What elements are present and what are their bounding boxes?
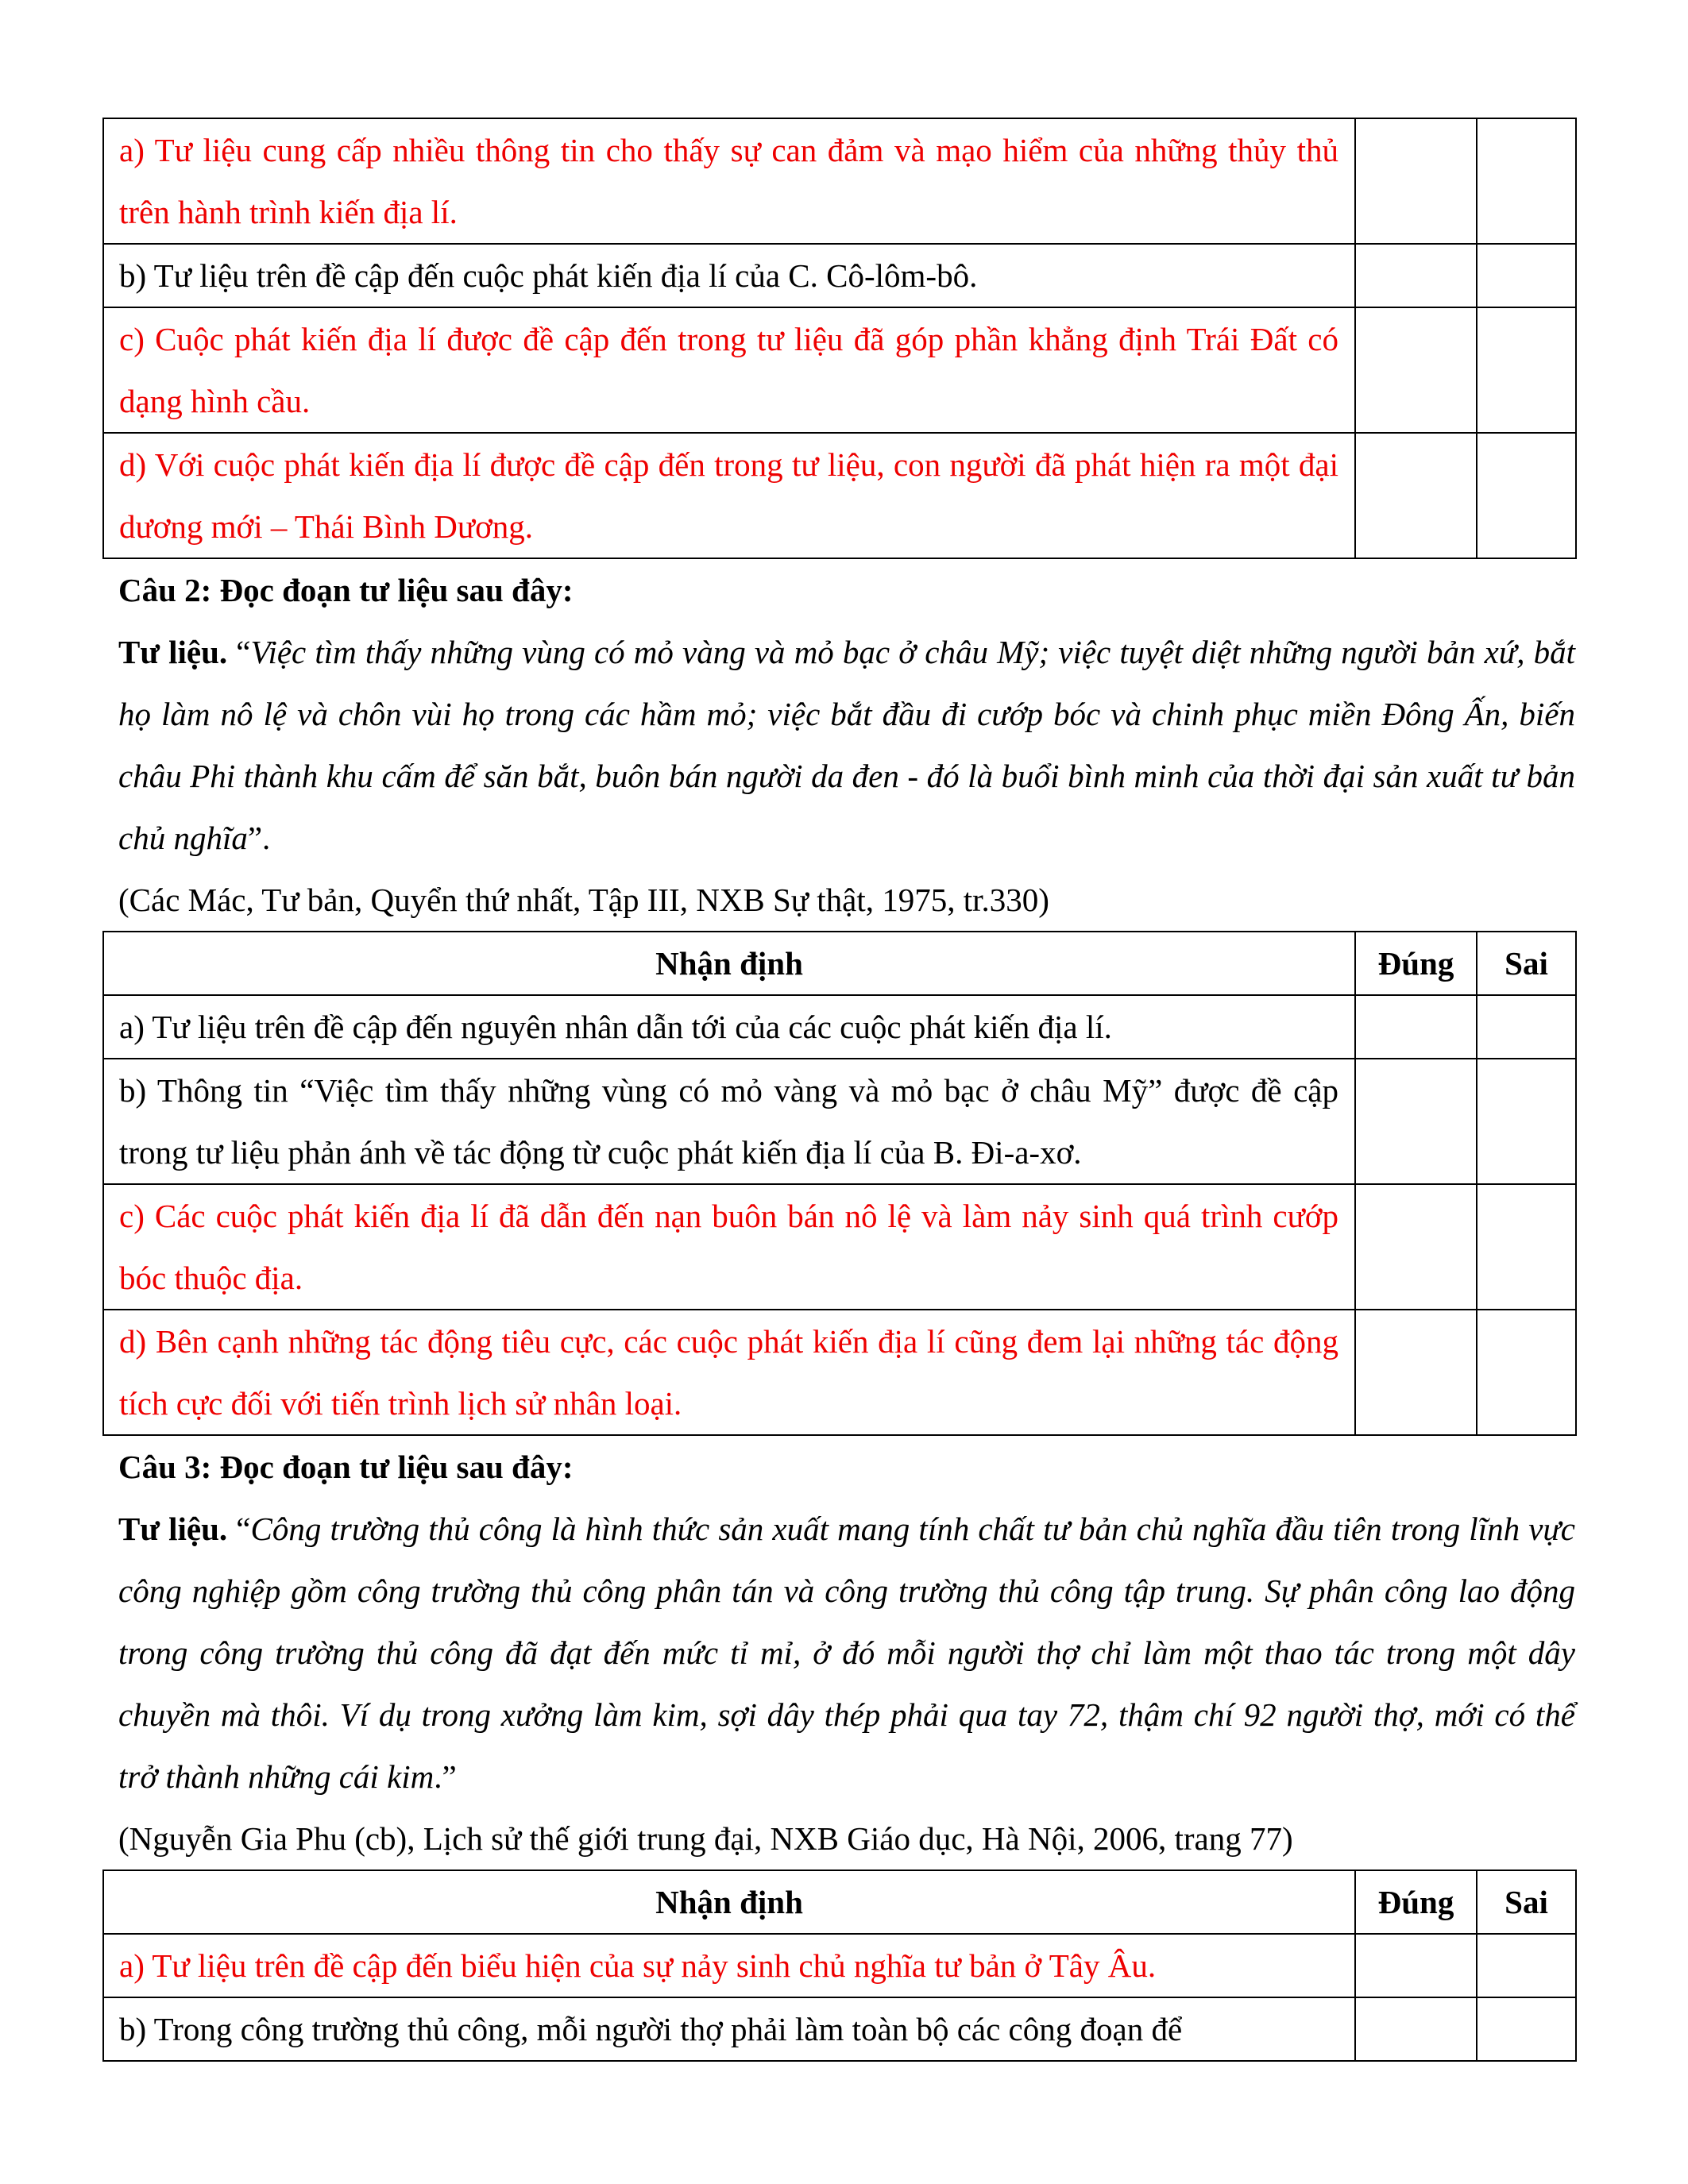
false-checkbox-cell[interactable] bbox=[1477, 1184, 1576, 1310]
table-row bbox=[103, 118, 1576, 244]
close-quote: ”. bbox=[247, 820, 271, 856]
true-checkbox-cell[interactable] bbox=[1355, 995, 1477, 1059]
false-checkbox-cell[interactable] bbox=[1477, 995, 1576, 1059]
header-true: Đúng bbox=[1355, 932, 1477, 995]
question-heading-q3: Câu 3: Đọc đoạn tư liệu sau đây: bbox=[118, 1449, 574, 1485]
passage-label: Tư liệu. bbox=[118, 1511, 228, 1547]
header-false: Sai bbox=[1477, 932, 1576, 995]
passage-quote: Công trường thủ công là hình thức sản xuất mang tính chất tư bản chủ nghĩa đầu tiên trong lĩnh vực công nghiệp gồm công trường thủ công phân tán và công trường thủ công tập trung. Sự phân công lao động trong công trường thủ công đã đạt đến mức tỉ mỉ, ở đó mỗi người thợ chỉ làm một thao tác trong một dây chuyền mà thôi. Ví dụ trong xưởng làm kim, sợi dây thép phải qua tay 72, thậm chí 92 người thợ, mới có thể trở thành những cái kim bbox=[118, 1511, 1575, 1795]
false-checkbox-cell[interactable] bbox=[1477, 1059, 1576, 1184]
true-checkbox-cell[interactable] bbox=[1355, 1059, 1477, 1184]
table-row bbox=[103, 1934, 1576, 1997]
false-checkbox-cell[interactable] bbox=[1477, 433, 1576, 558]
false-checkbox-cell[interactable] bbox=[1477, 1310, 1576, 1435]
passage-q3 bbox=[102, 1498, 1575, 1808]
statement-text: d) Với cuộc phát kiến địa lí được đề cập đến trong tư liệu, con người đã phát hiện ra một đại dương mới – Thái Bình Dương. bbox=[119, 446, 1338, 545]
true-checkbox-cell[interactable] bbox=[1355, 118, 1477, 244]
true-checkbox-cell[interactable] bbox=[1355, 1184, 1477, 1310]
statement-text: a) Tư liệu trên đề cập đến biểu hiện của sự nảy sinh chủ nghĩa tư bản ở Tây Âu. bbox=[119, 1947, 1157, 1984]
table-row bbox=[103, 1184, 1576, 1310]
statement-text: b) Thông tin “Việc tìm thấy những vùng có mỏ vàng và mỏ bạc ở châu Mỹ” được đề cập trong tư liệu phản ánh về tác động từ cuộc phát kiến địa lí của B. Đi-a-xơ. bbox=[119, 1072, 1338, 1171]
passage-label: Tư liệu. bbox=[118, 634, 228, 670]
false-checkbox-cell[interactable] bbox=[1477, 1997, 1576, 2061]
true-checkbox-cell[interactable] bbox=[1355, 1934, 1477, 1997]
passage-q2 bbox=[102, 621, 1575, 869]
open-quote: “ bbox=[227, 1511, 251, 1547]
table-header-row bbox=[103, 1870, 1576, 1934]
table-row bbox=[103, 244, 1576, 307]
statement-text: d) Bên cạnh những tác động tiêu cực, các cuộc phát kiến địa lí cũng đem lại những tác động tích cực đối với tiến trình lịch sử nhân loại. bbox=[119, 1323, 1338, 1422]
table-row bbox=[103, 433, 1576, 558]
close-quote: .” bbox=[434, 1758, 457, 1795]
document-page bbox=[102, 118, 1575, 2062]
header-false: Sai bbox=[1477, 1870, 1576, 1934]
header-statement: Nhận định bbox=[103, 932, 1355, 995]
false-checkbox-cell[interactable] bbox=[1477, 307, 1576, 433]
true-checkbox-cell[interactable] bbox=[1355, 1310, 1477, 1435]
table-row bbox=[103, 1997, 1576, 2061]
statement-text: c) Các cuộc phát kiến địa lí đã dẫn đến nạn buôn bán nô lệ và làm nảy sinh quá trình cướp bóc thuộc địa. bbox=[119, 1198, 1338, 1296]
true-checkbox-cell[interactable] bbox=[1355, 244, 1477, 307]
statement-text: a) Tư liệu trên đề cập đến nguyên nhân dẫn tới của các cuộc phát kiến địa lí. bbox=[119, 1009, 1112, 1045]
header-true: Đúng bbox=[1355, 1870, 1477, 1934]
table-header-row bbox=[103, 932, 1576, 995]
true-checkbox-cell[interactable] bbox=[1355, 433, 1477, 558]
source-citation-q2: (Các Mác, Tư bản, Quyển thứ nhất, Tập III, NXB Sự thật, 1975, tr.330) bbox=[118, 882, 1049, 918]
false-checkbox-cell[interactable] bbox=[1477, 118, 1576, 244]
statement-text: c) Cuộc phát kiến địa lí được đề cập đến trong tư liệu đã góp phần khẳng định Trái Đất có dạng hình cầu. bbox=[119, 321, 1338, 419]
statement-table-q3 bbox=[102, 1870, 1577, 2062]
false-checkbox-cell[interactable] bbox=[1477, 1934, 1576, 1997]
statement-text: a) Tư liệu cung cấp nhiều thông tin cho thấy sự can đảm và mạo hiểm của những thủy thủ trên hành trình kiến địa lí. bbox=[119, 132, 1338, 230]
open-quote: “ bbox=[227, 634, 251, 670]
statement-text: b) Tư liệu trên đề cập đến cuộc phát kiến địa lí của C. Cô-lôm-bô. bbox=[119, 257, 978, 294]
table-row bbox=[103, 1310, 1576, 1435]
true-checkbox-cell[interactable] bbox=[1355, 307, 1477, 433]
header-statement: Nhận định bbox=[103, 1870, 1355, 1934]
table-row bbox=[103, 1059, 1576, 1184]
question-heading-q2: Câu 2: Đọc đoạn tư liệu sau đây: bbox=[118, 572, 574, 608]
source-citation-q3: (Nguyễn Gia Phu (cb), Lịch sử thế giới trung đại, NXB Giáo dục, Hà Nội, 2006, trang 77) bbox=[118, 1820, 1293, 1857]
table-row bbox=[103, 995, 1576, 1059]
statement-text: b) Trong công trường thủ công, mỗi người thợ phải làm toàn bộ các công đoạn để bbox=[119, 2011, 1183, 2047]
statement-table-q1 bbox=[102, 118, 1577, 559]
table-row bbox=[103, 307, 1576, 433]
true-checkbox-cell[interactable] bbox=[1355, 1997, 1477, 2061]
statement-table-q2 bbox=[102, 931, 1577, 1436]
passage-quote: Việc tìm thấy những vùng có mỏ vàng và mỏ bạc ở châu Mỹ; việc tuyệt diệt những người bản xứ, bắt họ làm nô lệ và chôn vùi họ trong các hầm mỏ; việc bắt đầu đi cướp bóc và chinh phục miền Đông Ấn, biến châu Phi thành khu cấm để săn bắt, buôn bán người da đen - đó là buổi bình minh của thời đại sản xuất tư bản chủ nghĩa bbox=[118, 634, 1576, 856]
false-checkbox-cell[interactable] bbox=[1477, 244, 1576, 307]
